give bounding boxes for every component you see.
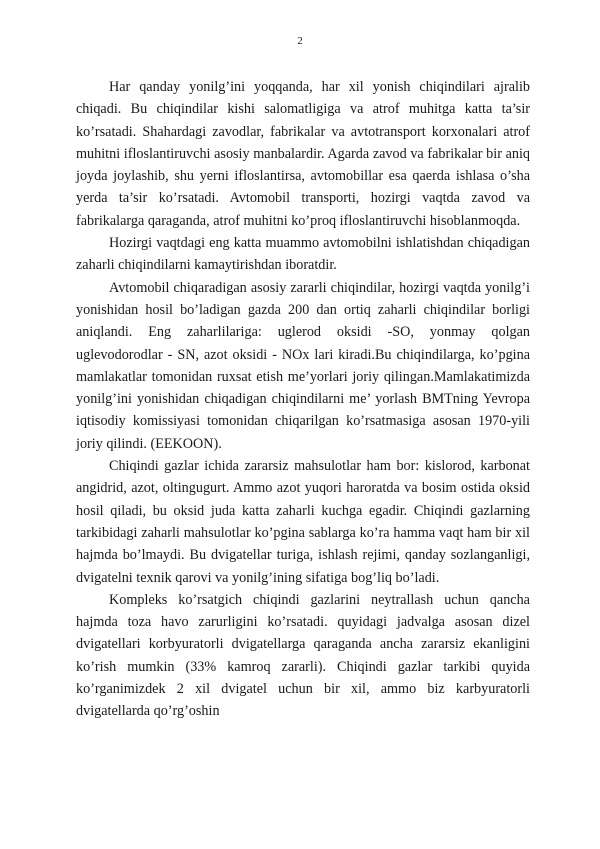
paragraph-4: Chiqindi gazlar ichida zararsiz mahsulotlar ham bor: kislorod, karbonat angidrid, azot, oltingugurt. Ammo azot yuqori haroratda va bosim ostida oksid hosil qiladi, bu oksid juda katta zaharli kuchga egadir. Chiqindi gazlarning tarkibidagi zaharli mahsulotlar ko’pgina sablarga ko’ra hamma vaqt ham bir xil hajmda bo’lmaydi. Bu dvigatellar turiga, ishlash rejimi, qanday sozlanganligi, dvigatelni texnik qarovi va yonilg’ining sifatiga bog’liq bo’ladi. xyxy=(76,458,530,586)
document-body xyxy=(76,76,530,723)
paragraph-5: Kompleks ko’rsatgich chiqindi gazlarini neytrallash uchun qancha hajmda toza havo zarurligini ko’rsatadi. quyidagi jadvalga asosan dizel dvigatellari korbyuratorli dvigatellarga qaraganda ancha zararsiz ekanligini ko’rish mumkin (33% kamroq zararli). Chiqindi gazlar tarkibi quyida ko’rganimizdek 2 xil dvigatel uchun bir xil, ammo biz karbyuratorli dvigatellarda qo’rg’oshin xyxy=(76,591,530,720)
paragraph-3: Avtomobil chiqaradigan asosiy zararli chiqindilar, hozirgi vaqtda yonilg’i yonishidan hosil bo’ladigan gazda 200 dan ortiq zaharli chiqindilar borligi aniqlandi. Eng zaharlilariga: uglerod oksidi -SO, yonmay qolgan uglevodorodlar - SN, azot oksidi - NOx lari kiradi.Bu chiqindilarga, ko’pgina mamlakatlar tomonidan ruxsat etish me’yorlari joriy qilingan.Mamlakatimizda yonilg’ini yonishidan chiqadigan chiqindilarni me’ yorlash BMTning Yevropa iqtisodiy komissiyasi tomonidan chiqarilgan ko’rsatmasiga asosan 1970-yili joriy qilindi. (EEKOON). xyxy=(76,279,530,452)
page-number: 2 xyxy=(297,35,303,47)
paragraph-1: Har qanday yonilg’ini yoqqanda, har xil yonish chiqindilari ajralib chiqadi. Bu chiqindilar kishi salomatligiga va atrof muhitga katta ta’sir ko’rsatadi. Shahardagi zavodlar, fabrikalar va avtotransport korxonalari atrof muhitni ifloslantiruvchi asosiy manbalardir. Agarda zavod va fabrikalar bir aniq joyda joylashib, shu yerni ifloslantirsa, avtomobillar esa qaerda ishlasa o’sha yerda ta’sir ko’rsatadi. Avtomobil transporti, hozirgi vaqtda zavod va fabrikalarga qaraganda, atrof muhitni ko’proq ifloslantiruvchi hisoblanmoqda. xyxy=(76,79,530,229)
paragraph-2: Hozirgi vaqtdagi eng katta muammo avtomobilni ishlatishdan chiqadigan zaharli chiqindilarni kamaytirishdan iboratdir. xyxy=(76,235,530,274)
